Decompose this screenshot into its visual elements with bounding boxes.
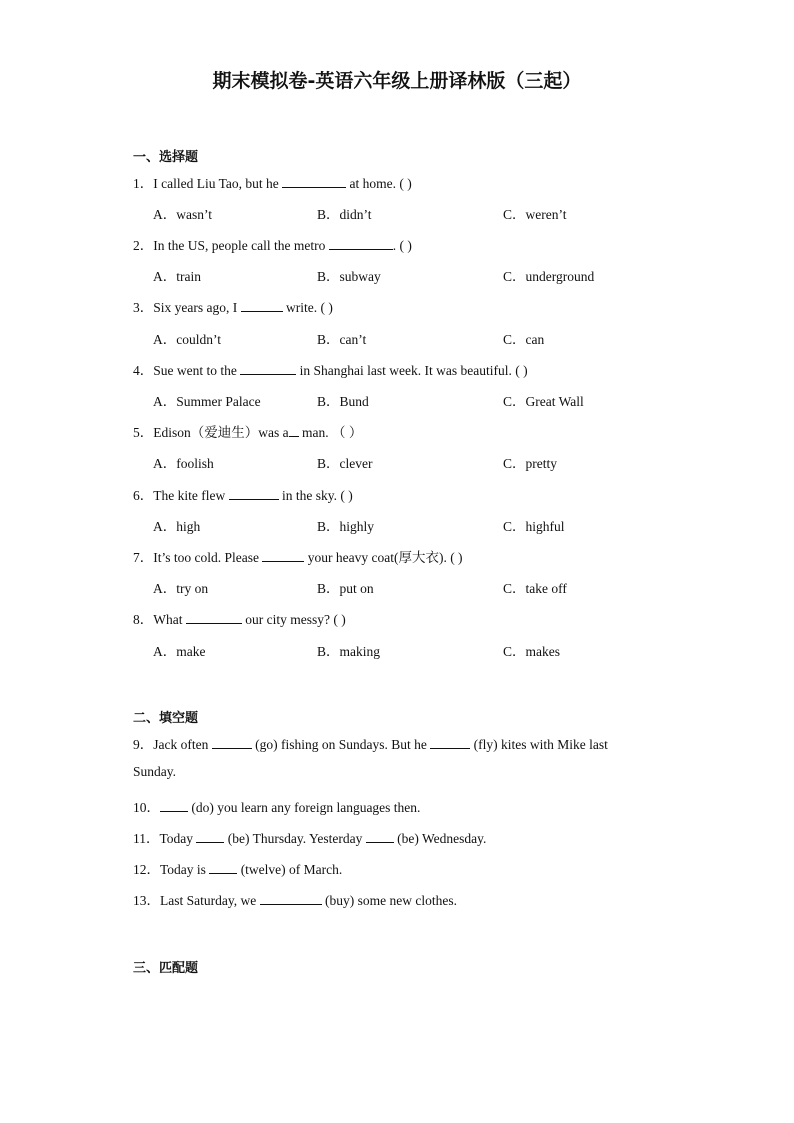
answer-blank: [196, 830, 224, 843]
question-9-continuation: Sunday.: [133, 764, 176, 779]
question-3: 3．Six years ago, I write. ( ): [133, 300, 333, 315]
answer-blank: [430, 736, 470, 749]
option-b: B．put on: [317, 581, 374, 596]
question-13: 13．Last Saturday, we (buy) some new clothes.: [133, 893, 457, 908]
option-b: B．Bund: [317, 394, 369, 409]
option-a: A．train: [153, 269, 201, 284]
option-b: B．clever: [317, 456, 373, 471]
section-heading-multiple-choice: 一、选择题: [133, 150, 199, 165]
option-a: A．wasn’t: [153, 207, 212, 222]
option-a: A．try on: [153, 581, 209, 596]
question-2: 2．In the US, people call the metro . ( ): [133, 238, 412, 253]
question-8: 8．What our city messy? ( ): [133, 612, 346, 627]
answer-blank: [262, 549, 304, 562]
option-c: C．Great Wall: [503, 394, 584, 409]
page-title: 期末模拟卷-英语六年级上册译林版（三起）: [212, 70, 582, 92]
answer-blank: [212, 736, 252, 749]
answer-blank: [282, 175, 346, 188]
question-12: 12．Today is (twelve) of March.: [133, 862, 343, 877]
option-b: B．subway: [317, 269, 381, 284]
option-c: C．take off: [503, 581, 567, 596]
option-b: B．can’t: [317, 332, 367, 347]
answer-blank: [160, 799, 188, 812]
answer-blank: [186, 611, 242, 624]
option-b: B．didn’t: [317, 207, 372, 222]
question-9: 9．Jack often (go) fishing on Sundays. But he (fly) kites with Mike last: [133, 737, 608, 752]
question-5: 5．Edison（爱迪生）was a man. （ ）: [133, 425, 363, 440]
option-c: C．can: [503, 332, 545, 347]
section-heading-fill-in: 二、填空题: [133, 711, 199, 726]
option-c: C．underground: [503, 269, 595, 284]
question-4: 4．Sue went to the in Shanghai last week. It was beautiful. ( ): [133, 363, 528, 378]
answer-blank: [289, 424, 299, 437]
section-heading-matching: 三、匹配题: [133, 961, 199, 976]
answer-blank: [209, 861, 237, 874]
question-7: 7．It’s too cold. Please your heavy coat(厚大衣). ( ): [133, 550, 463, 565]
option-b: B．making: [317, 644, 380, 659]
option-a: A．foolish: [153, 456, 214, 471]
option-a: A．make: [153, 644, 206, 659]
option-c: C．makes: [503, 644, 560, 659]
option-c: C．weren’t: [503, 207, 567, 222]
answer-blank: [260, 892, 322, 905]
answer-blank: [329, 237, 393, 250]
option-b: B．highly: [317, 519, 375, 534]
answer-blank: [240, 362, 296, 375]
answer-blank: [229, 487, 279, 500]
option-a: A．couldn’t: [153, 332, 221, 347]
question-6: 6．The kite flew in the sky. ( ): [133, 488, 353, 503]
option-c: C．highful: [503, 519, 565, 534]
option-a: A．high: [153, 519, 201, 534]
question-1: 1．I called Liu Tao, but he at home. ( ): [133, 176, 412, 191]
question-11: 11．Today (be) Thursday. Yesterday (be) Wednesday.: [133, 831, 487, 846]
answer-blank: [241, 299, 283, 312]
answer-blank: [366, 830, 394, 843]
question-10: 10． (do) you learn any foreign languages then.: [133, 800, 421, 815]
option-c: C．pretty: [503, 456, 557, 471]
option-a: A．Summer Palace: [153, 394, 261, 409]
